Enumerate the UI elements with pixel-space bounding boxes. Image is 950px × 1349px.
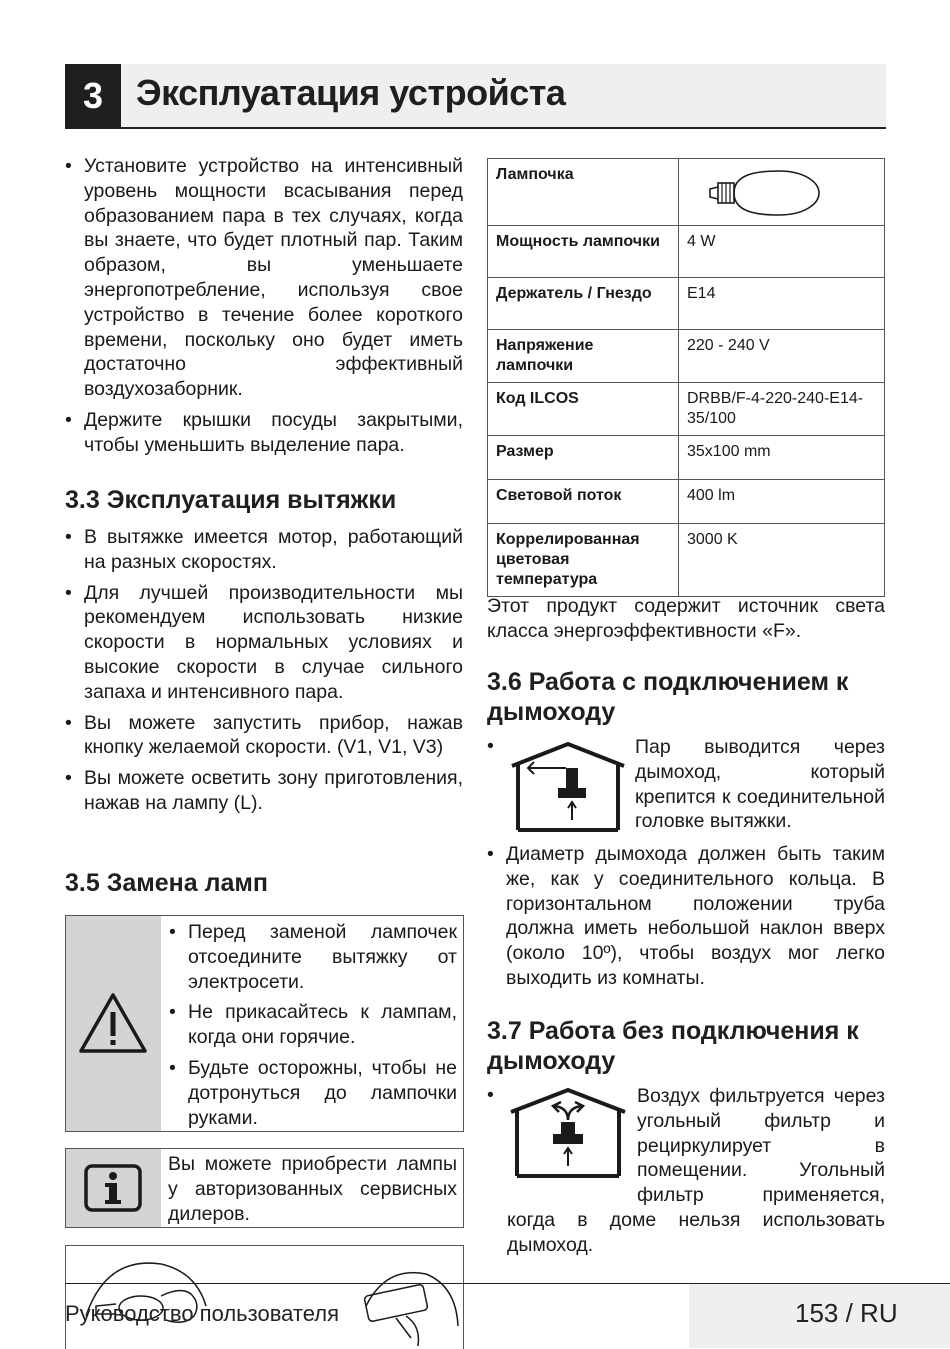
warning-box (65, 915, 464, 1132)
list-item: • Вы можете осветить зону приготовления, нажав на лампу (L). (65, 766, 463, 816)
list-item: • Вы можете запустить прибор, нажав кнопку желаемой скорости. (V1, V1, V3) (65, 711, 463, 761)
table-row (488, 226, 885, 278)
table-key: Мощность лампочки (488, 226, 679, 278)
table-key: Напряжение лампочки (488, 330, 679, 383)
table-value: 4 W (679, 226, 885, 278)
bulb-replacement-illustration (65, 1245, 464, 1349)
section-3-7-text-wrap (507, 1084, 885, 1258)
warning-triangle-icon (78, 992, 148, 1054)
section-heading-3-7: 3.7 Работа без подключения к дымоходу (487, 1017, 859, 1075)
info-text: Вы можете приобрести лампы у авторизованных сервисных дилеров. (168, 1153, 457, 1225)
table-row (488, 524, 885, 597)
info-box (65, 1148, 464, 1228)
lamp-image-cell (679, 159, 885, 226)
section-3-3-bullets (65, 525, 463, 822)
left-column (65, 154, 463, 464)
ducted-hood-icon (508, 740, 628, 834)
chapter-number: 3 (65, 64, 121, 127)
info-icon (84, 1164, 142, 1212)
warning-bullet: • Будьте осторожны, чтобы не дотронуться до лампочки руками. (169, 1056, 457, 1130)
intro-bullet: • Установите устройство на интенсивный уровень мощности всасывания перед образованием пара в тех случаях, когда вы знаете, что будет плотный пар. Таким образом, вы уменьшаете энергопотребление, используя свое устройство в течение более короткого времени, поскольку оно будет иметь достаточно эффективный воздухозаборник. (65, 154, 463, 402)
page-number: 153 / RU (795, 1298, 898, 1328)
table-row (488, 480, 885, 524)
warning-bullet: • Не прикасайтесь к лампам, когда они горячие. (169, 1000, 457, 1050)
section-3-6-bullets (487, 842, 885, 997)
list-item: • Диаметр дымохода должен быть таким же, как у соединительного кольца. В горизонтальном положении труба должна иметь небольшой наклон вверх (около 10º), чтобы воздух мог легко выходить из комнаты. (487, 842, 885, 991)
section-heading-3-3: 3.3 Эксплуатация вытяжки (65, 486, 397, 514)
section-heading-3-5: 3.5 Замена ламп (65, 869, 268, 897)
intro-bullet: • Держите крышки посуды закрытыми, чтобы уменьшить выделение пара. (65, 408, 463, 458)
bullet-marker: • (487, 1084, 494, 1106)
table-row (488, 436, 885, 480)
table-key: Коррелированная цветовая температура (488, 524, 679, 597)
warning-text (169, 920, 457, 1136)
lamp-spec-table (487, 158, 885, 597)
bullet-marker: • (487, 735, 494, 757)
table-row (488, 159, 885, 226)
bulb-icon (684, 167, 824, 219)
info-icon-cell (66, 1149, 161, 1227)
section-heading-3-6: 3.6 Работа с подключением к дымоходу (487, 668, 849, 726)
table-key: Держатель / Гнездо (488, 278, 679, 330)
table-key: Лампочка (488, 159, 679, 226)
warning-icon-cell (66, 916, 161, 1131)
table-value: 35x100 mm (679, 436, 885, 480)
table-value: E14 (679, 278, 885, 330)
table-value: DRBB/F-4-220-240-E14-35/100 (679, 383, 885, 436)
table-key: Размер (488, 436, 679, 480)
hand-bulb-illustration (66, 1246, 463, 1349)
section-3-6-icon-text: Пар выводится через дымоход, который крепится к соединительной головке вытяжки. (635, 736, 885, 833)
chapter-title: Эксплуатация устройста (136, 72, 566, 113)
table-row (488, 383, 885, 436)
section-3-7-icon-text: Воздух фильтруется через угольный фильтр и рециркулирует в помещении. Угольный фильтр применяется, когда в доме нельзя использовать дымоход. (507, 1085, 885, 1256)
list-item: • Для лучшей производительности мы рекомендуем использовать низкие скорости в нормальных условиях и высокие скорости в случае сильного запаха и интенсивного пара. (65, 581, 463, 705)
list-item: • В вытяжке имеется мотор, работающий на разных скоростях. (65, 525, 463, 575)
warning-bullet: • Перед заменой лампочек отсоедините вытяжку от электросети. (169, 920, 457, 994)
table-row (488, 278, 885, 330)
table-key: Код ILCOS (488, 383, 679, 436)
table-value: 3000 K (679, 524, 885, 597)
footer-manual-label: Руководство пользователя (65, 1301, 339, 1326)
table-row (488, 330, 885, 383)
table-value: 400 lm (679, 480, 885, 524)
recirculation-hood-icon (507, 1086, 629, 1180)
table-key: Световой поток (488, 480, 679, 524)
energy-note: Этот продукт содержит источник света класса энергоэффективности «F». (487, 595, 885, 642)
table-value: 220 - 240 V (679, 330, 885, 383)
